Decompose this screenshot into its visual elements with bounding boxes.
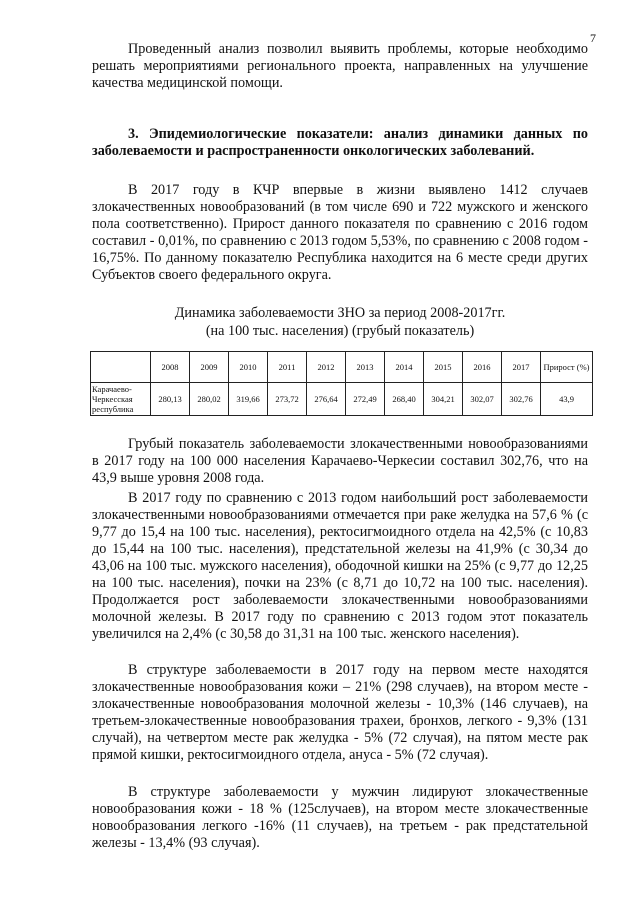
region-label: Карачаево-Черкесская республика: [91, 383, 151, 416]
year-header: 2014: [385, 352, 424, 383]
paragraph-structure-men: В структуре заболеваемости у мужчин лидируют злокачественные новообразования кожи - 18 % (125случаев), на втором месте злокачественные новообразования легкого -16% (11 случаев), на третьем - рак предстательной железы - 13,4% (93 случая).: [92, 784, 588, 851]
value-cell: 302,07: [463, 383, 502, 416]
paragraph-growth-by-site: В 2017 году по сравнению с 2013 годом наибольший рост заболеваемости злокачественными новообразованиями отмечается при раке желудка на 57,6 % (с 9,77 до 15,4 на 100 тыс. населения), ректосигмоидного отдела на 42,5% (с 10,83 до 15,44 на 100 тыс. населения), предстательной железы на 41,9% (с 30,34 до 43,06 на 100 тыс. мужского населения), ободочной кишки на 25% (с 9,77 до 12,25 на 100 тыс. населения), почки на 23% (с 8,71 до 10,72 на 100 тыс. населения). Продолжается рост заболеваемости злокачественными новообразованиями молочной железы. В 2017 году по сравнению с 2013 годом этот показатель увеличился на 2,4% (с 30,58 до 31,31 на 100 тыс. женского населения).: [92, 490, 588, 642]
paragraph-incidence-2017: В 2017 году в КЧР впервые в жизни выявлено 1412 случаев злокачественных новообразований (в том числе 690 и 722 мужского и женского пола соответственно). Прирост данного показателя по сравнению с 2016 годом составил - 0,01%, по сравнению с 2013 годом 5,53%, по сравнению с 2008 годом - 16,75%. По данному показателю Республика находится на 6 месте среди других Субъектов своего федерального округа.: [92, 182, 588, 283]
year-header: 2012: [307, 352, 346, 383]
value-cell: 304,21: [424, 383, 463, 416]
value-cell: 280,02: [190, 383, 229, 416]
table-row: [91, 383, 593, 416]
incidence-table: [90, 351, 592, 416]
paragraph-rough-indicator: Грубый показатель заболеваемости злокачественными новообразованиями в 2017 году на 100 000 населения Карачаево-Черкесии составил 302,76, что на 43,9 выше уровня 2008 года.: [92, 436, 588, 486]
table-caption-line-2: (на 100 тыс. населения) (грубый показатель): [205, 323, 475, 339]
value-cell: 276,64: [307, 383, 346, 416]
section-heading: 3. Эпидемиологические показатели: анализ динамики данных по заболеваемости и распространенности онкологических заболеваний.: [92, 126, 588, 159]
year-header: 2011: [268, 352, 307, 383]
year-header: 2010: [229, 352, 268, 383]
growth-header: Прирост (%): [541, 352, 593, 383]
year-header: 2017: [502, 352, 541, 383]
value-cell: 280,13: [151, 383, 190, 416]
year-header: 2015: [424, 352, 463, 383]
table-caption: [92, 304, 588, 340]
page-number: 7: [590, 31, 596, 45]
year-header: 2016: [463, 352, 502, 383]
year-header: 2013: [346, 352, 385, 383]
value-cell: 302,76: [502, 383, 541, 416]
year-header: 2008: [151, 352, 190, 383]
intro-paragraph: Проведенный анализ позволил выявить проблемы, которые необходимо решать мероприятиями регионального проекта, направленных на улучшение качества медицинской помощи.: [92, 41, 588, 91]
table-header-row: [91, 352, 593, 383]
incidence-table-grid: [90, 351, 593, 416]
value-cell: 272,49: [346, 383, 385, 416]
value-cell: 268,40: [385, 383, 424, 416]
table-caption-line-1: Динамика заболеваемости ЗНО за период 2008-2017гг.: [174, 305, 506, 321]
value-cell: 273,72: [268, 383, 307, 416]
growth-value-cell: 43,9: [541, 383, 593, 416]
table-corner-cell: [91, 352, 151, 383]
paragraph-structure-2017: В структуре заболеваемости в 2017 году на первом месте находятся злокачественные новообразования кожи – 21% (298 случаев), на втором месте - злокачественные новообразования молочной железы - 10,3% (146 случаев), на третьем-злокачественные новообразования трахеи, бронхов, легкого - 9,3% (131 случай), на четвертом месте рак желудка - 5% (72 случая), на пятом месте рак прямой кишки, ректосигмоидного отдела, ануса - 5% (72 случая).: [92, 662, 588, 763]
year-header: 2009: [190, 352, 229, 383]
value-cell: 319,66: [229, 383, 268, 416]
